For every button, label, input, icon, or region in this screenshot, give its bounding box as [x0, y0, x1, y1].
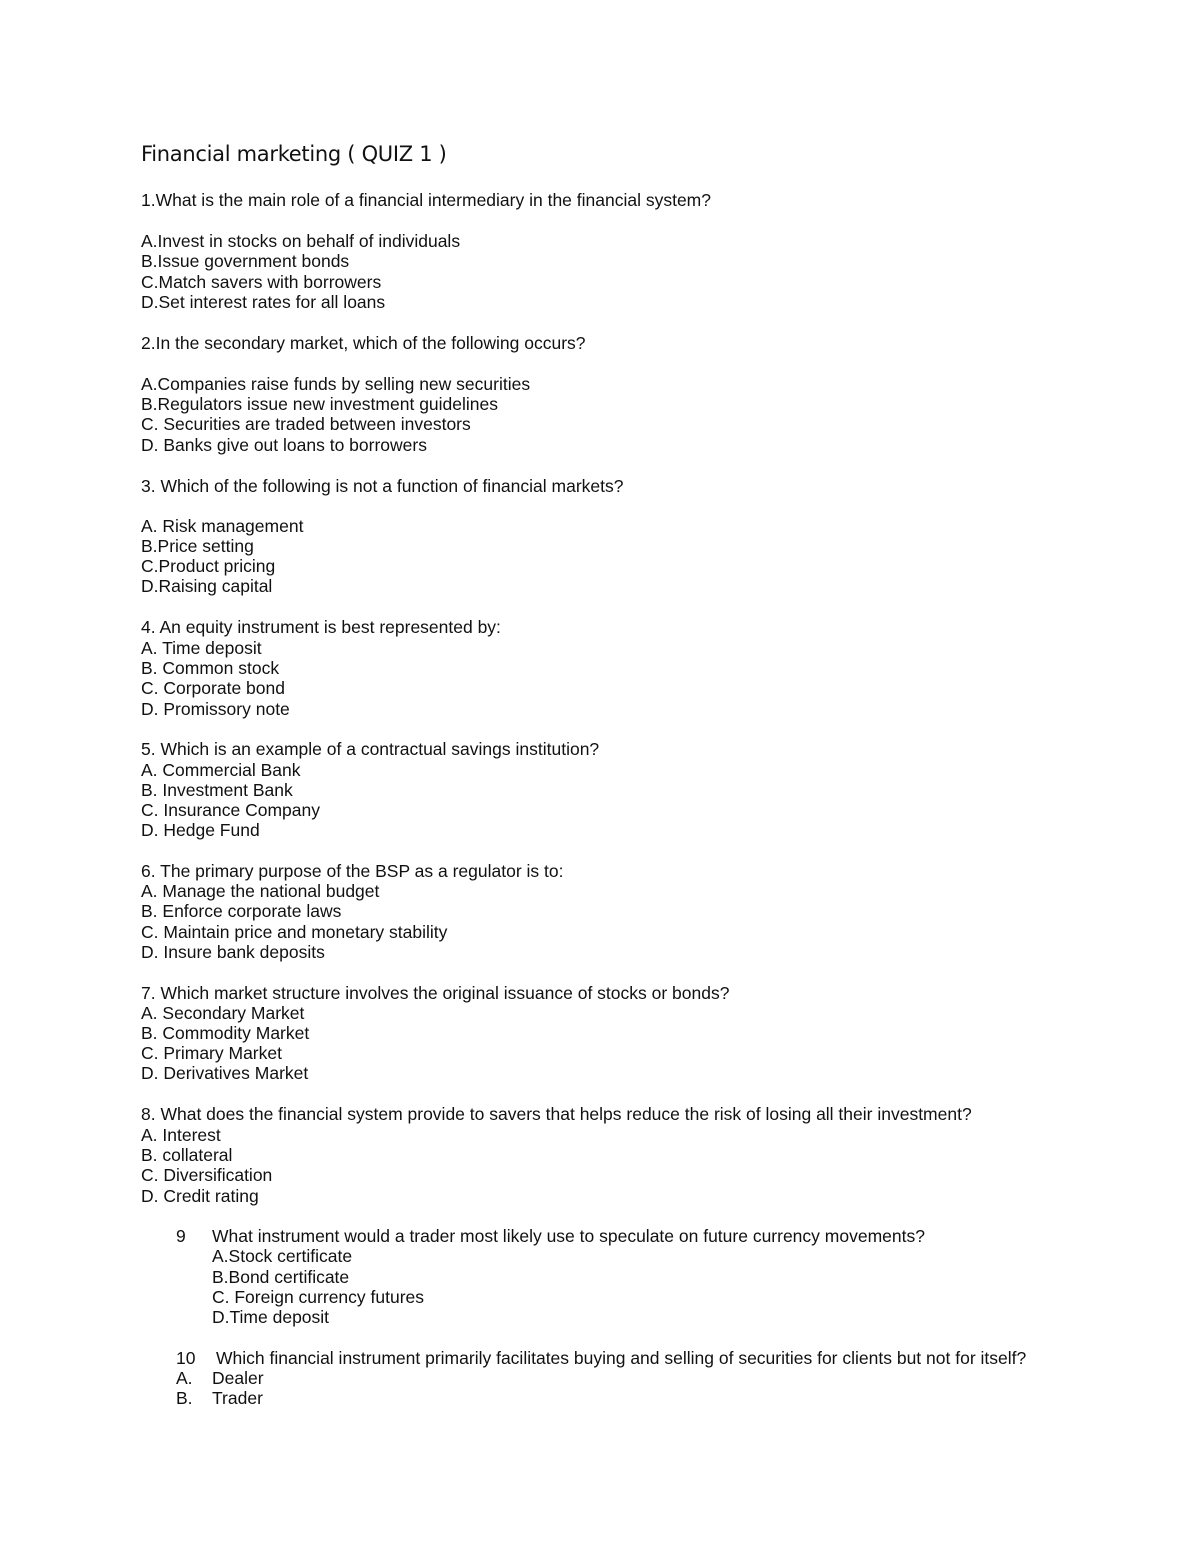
q6-option-d: D. Insure bank deposits — [141, 942, 325, 962]
q2-option-a: A.Companies raise funds by selling new securities — [141, 374, 531, 394]
question-10: Which financial instrument primarily facilitates buying and selling of securities for clients but not for itself? — [216, 1348, 1027, 1368]
question-4: 4. An equity instrument is best represented by: — [141, 617, 501, 637]
q7-option-b: B. Commodity Market — [141, 1023, 310, 1043]
q8-option-b: B. collateral — [141, 1145, 233, 1165]
q8-option-c: C. Diversification — [141, 1165, 273, 1185]
q3-option-d: D.Raising capital — [141, 576, 273, 596]
q10-option-b: Trader — [212, 1388, 263, 1408]
q8-option-d: D. Credit rating — [141, 1186, 259, 1206]
q2-option-c: C. Securities are traded between investors — [141, 414, 471, 434]
q4-option-c: C. Corporate bond — [141, 678, 285, 698]
question-2: 2.In the secondary market, which of the following occurs? — [141, 333, 586, 353]
q2-option-d: D. Banks give out loans to borrowers — [141, 435, 427, 455]
q10-option-a-letter: A. — [176, 1368, 193, 1388]
q3-option-b: B.Price setting — [141, 536, 254, 556]
q4-option-a: A. Time deposit — [141, 638, 262, 658]
q5-option-d: D. Hedge Fund — [141, 820, 260, 840]
question-5: 5. Which is an example of a contractual savings institution? — [141, 739, 600, 759]
q4-option-d: D. Promissory note — [141, 699, 290, 719]
q9-option-a: A.Stock certificate — [212, 1246, 353, 1266]
q8-option-a: A. Interest — [141, 1125, 221, 1145]
q7-option-d: D. Derivatives Market — [141, 1063, 309, 1083]
question-8: 8. What does the financial system provide to savers that helps reduce the risk of losing all their investment? — [141, 1104, 972, 1124]
question-9: What instrument would a trader most likely use to speculate on future currency movements? — [212, 1226, 925, 1246]
q9-option-d: D.Time deposit — [212, 1307, 330, 1327]
q9-option-c: C. Foreign currency futures — [212, 1287, 425, 1307]
question-9-number: 9 — [176, 1226, 186, 1246]
q3-option-c: C.Product pricing — [141, 556, 276, 576]
q6-option-a: A. Manage the national budget — [141, 881, 380, 901]
q1-option-b: B.Issue government bonds — [141, 251, 350, 271]
q7-option-c: C. Primary Market — [141, 1043, 282, 1063]
question-7: 7. Which market structure involves the original issuance of stocks or bonds? — [141, 983, 730, 1003]
question-3: 3. Which of the following is not a function of financial markets? — [141, 476, 624, 496]
q9-option-b: B.Bond certificate — [212, 1267, 350, 1287]
q5-option-a: A. Commercial Bank — [141, 760, 301, 780]
q10-option-a: Dealer — [212, 1368, 264, 1388]
q1-option-c: C.Match savers with borrowers — [141, 272, 382, 292]
question-1: 1.What is the main role of a financial intermediary in the financial system? — [141, 190, 711, 210]
q5-option-c: C. Insurance Company — [141, 800, 320, 820]
q1-option-d: D.Set interest rates for all loans — [141, 292, 386, 312]
question-10-number: 10 — [176, 1348, 196, 1368]
document-title: Financial marketing ( QUIZ 1 ) — [141, 142, 447, 166]
q4-option-b: B. Common stock — [141, 658, 280, 678]
q10-option-b-letter: B. — [176, 1388, 193, 1408]
q2-option-b: B.Regulators issue new investment guidelines — [141, 394, 498, 414]
q1-option-a: A.Invest in stocks on behalf of individuals — [141, 231, 461, 251]
q6-option-b: B. Enforce corporate laws — [141, 901, 342, 921]
q6-option-c: C. Maintain price and monetary stability — [141, 922, 448, 942]
q3-option-a: A. Risk management — [141, 516, 304, 536]
q7-option-a: A. Secondary Market — [141, 1003, 305, 1023]
q5-option-b: B. Investment Bank — [141, 780, 293, 800]
question-6: 6. The primary purpose of the BSP as a regulator is to: — [141, 861, 564, 881]
